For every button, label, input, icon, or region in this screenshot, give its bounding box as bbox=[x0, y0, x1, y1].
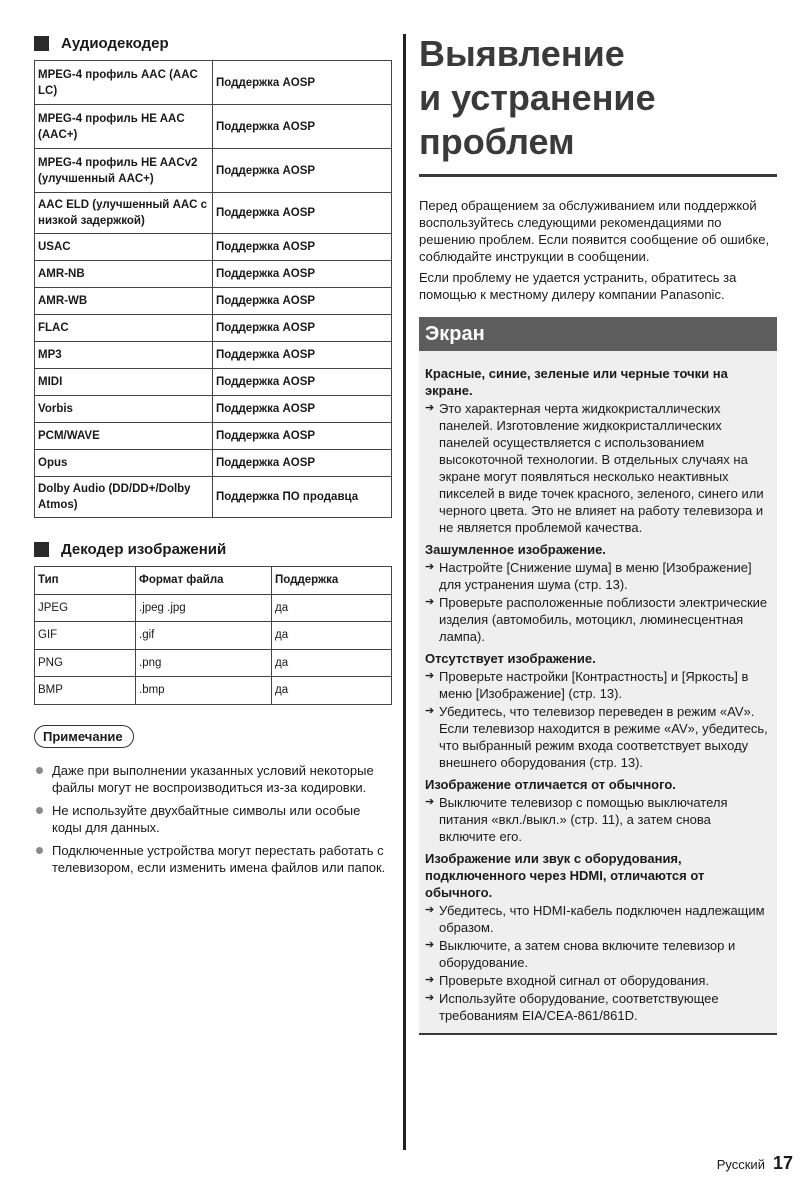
page-title-line: Выявление bbox=[419, 33, 625, 74]
solution-item bbox=[425, 703, 771, 771]
audio-support-cell: Поддержка AOSP bbox=[213, 288, 392, 315]
solution-item bbox=[425, 990, 771, 1024]
table-cell: .png bbox=[136, 649, 272, 677]
intro-text bbox=[419, 197, 777, 303]
table-cell: да bbox=[272, 594, 392, 622]
table-row bbox=[35, 234, 392, 261]
section-square-icon bbox=[34, 36, 49, 51]
bullet-icon bbox=[36, 847, 43, 854]
table-cell: да bbox=[272, 622, 392, 650]
note-text: Не используйте двухбайтные символы или особые коды для данных. bbox=[52, 802, 361, 835]
audio-support-cell: Поддержка AOSP bbox=[213, 423, 392, 450]
table-row bbox=[35, 677, 392, 705]
table-row bbox=[35, 105, 392, 149]
table-row bbox=[35, 193, 392, 234]
audio-format-cell: PCM/WAVE bbox=[35, 423, 213, 450]
audio-format-cell: USAC bbox=[35, 234, 213, 261]
solution-item bbox=[425, 937, 771, 971]
issue-heading: Изображение отличается от обычного. bbox=[425, 777, 676, 792]
solution-text: Это характерная черта жидкокристаллических панелей. Изготовление жидкокристаллических панелей осуществляется с использованием высокоточной технологии. В отдельных случаях на экране могут появляться несколько неактивных пикселей в виде точек красного, зеленого, синего или черного цвета. Это не влияет на работу телевизора и не является проблемой качества. bbox=[439, 401, 764, 535]
table-row bbox=[35, 594, 392, 622]
table-row bbox=[35, 622, 392, 650]
note-text: Даже при выполнении указанных условий некоторые файлы могут не воспроизводиться из-за кодировки. bbox=[52, 762, 374, 795]
arrow-right-icon: ➔ bbox=[425, 402, 435, 414]
audio-format-cell: MP3 bbox=[35, 342, 213, 369]
table-row bbox=[35, 342, 392, 369]
audio-support-cell: Поддержка ПО продавца bbox=[213, 477, 392, 518]
audio-decoder-heading bbox=[34, 34, 392, 52]
audio-support-cell: Поддержка AOSP bbox=[213, 234, 392, 261]
intro-paragraph: Если проблему не удается устранить, обратитесь за помощью к местному дилеру компании Panasonic. bbox=[419, 270, 737, 302]
solution-text: Проверьте расположенные поблизости электрические изделия (автомобиль, мотоцикл, люминесцентная лампа). bbox=[439, 595, 768, 644]
audio-support-cell: Поддержка AOSP bbox=[213, 261, 392, 288]
table-cell: JPEG bbox=[35, 594, 136, 622]
solution-list bbox=[425, 794, 771, 845]
table-row bbox=[35, 288, 392, 315]
note-badge: Примечание bbox=[34, 725, 134, 748]
table-row bbox=[35, 649, 392, 677]
audio-format-cell: AMR-WB bbox=[35, 288, 213, 315]
solution-item bbox=[425, 559, 771, 593]
audio-support-cell: Поддержка AOSP bbox=[213, 61, 392, 105]
table-row bbox=[35, 450, 392, 477]
arrow-right-icon: ➔ bbox=[425, 992, 435, 1004]
audio-support-cell: Поддержка AOSP bbox=[213, 396, 392, 423]
solution-item bbox=[425, 972, 771, 989]
solution-item bbox=[425, 400, 771, 536]
table-row bbox=[35, 477, 392, 518]
note-item bbox=[34, 762, 392, 796]
solution-text: Выключите, а затем снова включите телевизор и оборудование. bbox=[439, 938, 736, 970]
table-cell: да bbox=[272, 649, 392, 677]
table-cell: .bmp bbox=[136, 677, 272, 705]
solution-text: Убедитесь, что телевизор переведен в режим «AV». Если телевизор находится в режиме «AV», убедитесь, что выбранный режим входа соответствует выходу внешнего оборудования (стр. 13). bbox=[439, 704, 768, 770]
audio-support-cell: Поддержка AOSP bbox=[213, 149, 392, 193]
column-header: Формат файла bbox=[136, 567, 272, 595]
column-divider bbox=[403, 34, 406, 1150]
page-title-line: проблем bbox=[419, 121, 575, 162]
solution-text: Используйте оборудование, соответствующее требованиям EIA/CEA-861/861D. bbox=[439, 991, 719, 1023]
arrow-right-icon: ➔ bbox=[425, 904, 435, 916]
screen-issues-panel bbox=[419, 351, 777, 1033]
panel-bottom-rule bbox=[419, 1033, 777, 1035]
note-item bbox=[34, 842, 392, 876]
bullet-icon bbox=[36, 767, 43, 774]
audio-format-cell: MIDI bbox=[35, 369, 213, 396]
solution-item bbox=[425, 794, 771, 845]
audio-format-cell: FLAC bbox=[35, 315, 213, 342]
issue-heading: Отсутствует изображение. bbox=[425, 651, 596, 666]
table-cell: да bbox=[272, 677, 392, 705]
note-text: Подключенные устройства могут перестать работать с телевизором, если изменить имена файлов или папок. bbox=[52, 842, 386, 875]
table-row bbox=[35, 369, 392, 396]
image-decoder-heading bbox=[34, 540, 392, 558]
note-item bbox=[34, 802, 392, 836]
issue-heading: Изображение или звук с оборудования, подключенного через HDMI, отличаются от обычного. bbox=[425, 851, 705, 900]
audio-format-cell: Opus bbox=[35, 450, 213, 477]
issue-heading: Красные, синие, зеленые или черные точки на экране. bbox=[425, 366, 728, 398]
audio-support-cell: Поддержка AOSP bbox=[213, 193, 392, 234]
solution-item bbox=[425, 594, 771, 645]
audio-format-cell: MPEG-4 профиль AAC (AAC LC) bbox=[35, 61, 213, 105]
table-row bbox=[35, 261, 392, 288]
table-cell: PNG bbox=[35, 649, 136, 677]
page-footer bbox=[717, 1153, 793, 1174]
audio-format-cell: AMR-NB bbox=[35, 261, 213, 288]
arrow-right-icon: ➔ bbox=[425, 939, 435, 951]
right-column bbox=[419, 32, 777, 1035]
page-title-line: и устранение bbox=[419, 77, 656, 118]
audio-format-cell: Vorbis bbox=[35, 396, 213, 423]
solution-list bbox=[425, 902, 771, 1024]
column-header: Тип bbox=[35, 567, 136, 595]
table-cell: BMP bbox=[35, 677, 136, 705]
table-cell: .jpeg .jpg bbox=[136, 594, 272, 622]
solution-text: Убедитесь, что HDMI-кабель подключен надлежащим образом. bbox=[439, 903, 765, 935]
solution-text: Выключите телевизор с помощью выключателя питания «вкл./выкл.» (стр. 11), а затем снова включите его. bbox=[439, 795, 728, 844]
solution-text: Настройте [Снижение шума] в меню [Изображение] для устранения шума (стр. 13). bbox=[439, 560, 752, 592]
arrow-right-icon: ➔ bbox=[425, 670, 435, 682]
solution-list bbox=[425, 400, 771, 536]
section-square-icon bbox=[34, 542, 49, 557]
issue-heading: Зашумленное изображение. bbox=[425, 542, 606, 557]
table-cell: .gif bbox=[136, 622, 272, 650]
audio-support-cell: Поддержка AOSP bbox=[213, 105, 392, 149]
table-row bbox=[35, 315, 392, 342]
solution-item bbox=[425, 902, 771, 936]
solution-text: Проверьте входной сигнал от оборудования. bbox=[439, 973, 710, 988]
table-header-row bbox=[35, 567, 392, 595]
bullet-icon bbox=[36, 807, 43, 814]
arrow-right-icon: ➔ bbox=[425, 561, 435, 573]
page-number: 17 bbox=[772, 1153, 793, 1173]
footer-language: Русский bbox=[716, 1157, 765, 1172]
note-list bbox=[34, 762, 392, 876]
table-cell: GIF bbox=[35, 622, 136, 650]
audio-decoder-title: Аудиодекодер bbox=[61, 34, 169, 52]
table-row bbox=[35, 423, 392, 450]
audio-decoder-table bbox=[34, 60, 392, 518]
solution-list bbox=[425, 559, 771, 645]
audio-support-cell: Поддержка AOSP bbox=[213, 342, 392, 369]
table-row bbox=[35, 149, 392, 193]
audio-support-cell: Поддержка AOSP bbox=[213, 369, 392, 396]
audio-format-cell: Dolby Audio (DD/DD+/Dolby Atmos) bbox=[35, 477, 213, 518]
audio-format-cell: MPEG-4 профиль HE AAC (AAC+) bbox=[35, 105, 213, 149]
audio-support-cell: Поддержка AOSP bbox=[213, 315, 392, 342]
solution-text: Проверьте настройки [Контрастность] и [Яркость] в меню [Изображение] (стр. 13). bbox=[439, 669, 749, 701]
intro-paragraph: Перед обращением за обслуживанием или поддержкой воспользуйтесь следующими рекомендациями по решению проблем. Если появится сообщение об ошибке, соблюдайте инструкции в сообщении. bbox=[419, 198, 770, 264]
left-column bbox=[34, 34, 392, 882]
arrow-right-icon: ➔ bbox=[425, 705, 435, 717]
page-title bbox=[419, 32, 777, 164]
title-divider bbox=[419, 174, 777, 177]
table-row bbox=[35, 61, 392, 105]
audio-support-cell: Поддержка AOSP bbox=[213, 450, 392, 477]
image-decoder-table bbox=[34, 566, 392, 705]
arrow-right-icon: ➔ bbox=[425, 974, 435, 986]
solution-item bbox=[425, 668, 771, 702]
column-header: Поддержка bbox=[272, 567, 392, 595]
audio-format-cell: MPEG-4 профиль HE AACv2 (улучшенный AAC+) bbox=[35, 149, 213, 193]
arrow-right-icon: ➔ bbox=[425, 596, 435, 608]
arrow-right-icon: ➔ bbox=[425, 796, 435, 808]
audio-format-cell: AAC ELD (улучшенный AAC с низкой задержкой) bbox=[35, 193, 213, 234]
solution-list bbox=[425, 668, 771, 771]
screen-section-heading: Экран bbox=[419, 317, 777, 351]
image-decoder-title: Декодер изображений bbox=[61, 540, 227, 558]
table-row bbox=[35, 396, 392, 423]
